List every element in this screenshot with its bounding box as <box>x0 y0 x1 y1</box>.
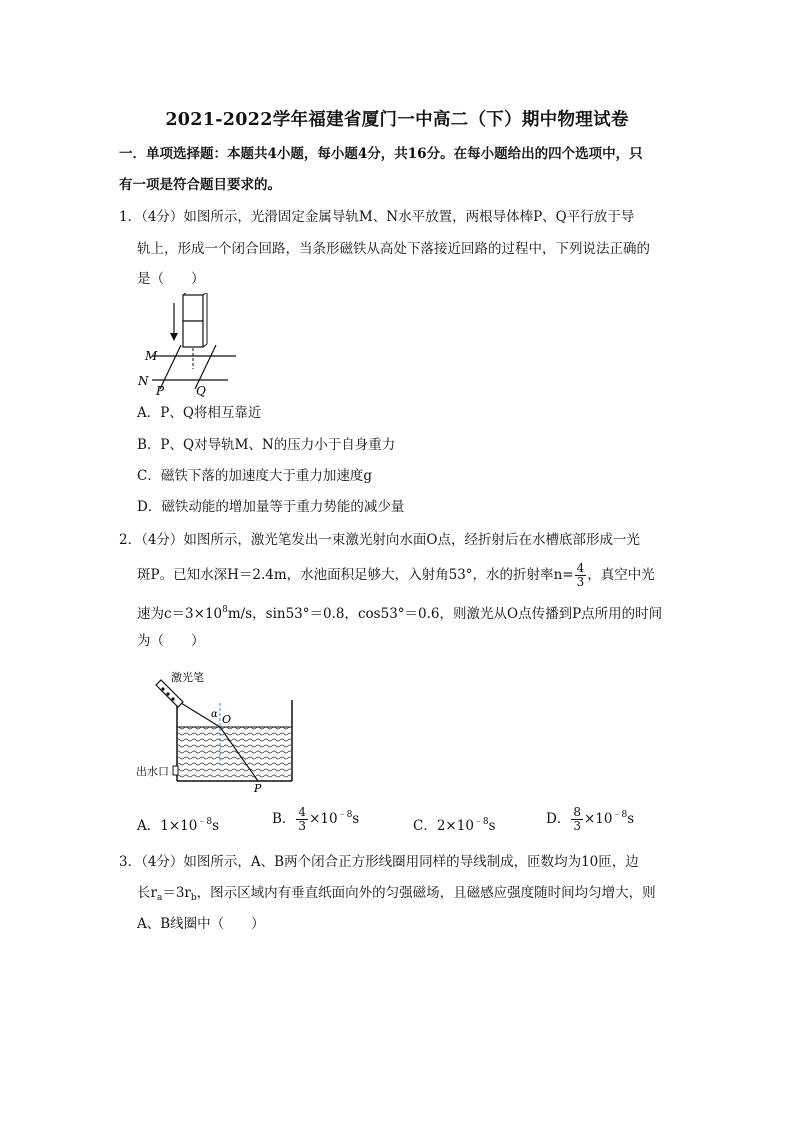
exam-title: 2021-2022学年福建省厦门一中高二（下）期中物理试卷 <box>165 110 629 130</box>
outlet-valve <box>173 766 178 775</box>
q2-opt-c-pre: C．2×10 <box>413 818 474 834</box>
q3-line1: 3．（4分）如图所示，A、B两个闭合正方形线圈用同样的导线制成，匝数均为10匝，边 <box>119 854 639 870</box>
q2-n-eq: n= <box>553 567 574 583</box>
q2-line4: 为（ ） <box>137 633 205 649</box>
label-n: N <box>138 374 149 388</box>
q3-line2-sub-b: b <box>190 893 197 903</box>
q2-opt-b-num: 4 <box>298 805 307 819</box>
label-o: O <box>222 713 232 726</box>
q1-option-c: C．磁铁下落的加速度大于重力加速度g <box>137 468 372 484</box>
q2-opt-b-unit: s <box>352 811 360 827</box>
label-alpha: α <box>211 709 218 720</box>
q2-opt-b-exp: ﹣8 <box>337 810 353 820</box>
q3-line3: A、B线圈中（ ） <box>137 916 265 932</box>
q3-line2-b: ＝3r <box>162 885 191 901</box>
q1-line1: 1．（4分）如图所示，光滑固定金属导轨M、N水平放置，两根导体棒P、Q平行放于导 <box>119 209 635 225</box>
q2-opt-b-fraction <box>296 806 308 833</box>
q2-opt-d-den: 3 <box>573 819 581 833</box>
bar-q <box>195 345 216 389</box>
q2-opt-a-exp: ﹣8 <box>197 817 213 827</box>
q3-line2-c: ，图示区域内有垂直纸面向外的匀强磁场，且磁感应强度随时间均匀增大，则 <box>196 885 656 901</box>
q3-line2-sub-a: a <box>156 893 163 903</box>
q3-line2 <box>137 884 656 907</box>
label-p: P <box>156 384 165 398</box>
label-outlet: 出水口 <box>136 765 169 778</box>
q1-option-d: D．磁铁动能的增加量等于重力势能的减少量 <box>137 499 405 515</box>
q1-option-b: B．P、Q对导轨M、N的压力小于自身重力 <box>137 437 396 453</box>
q2-option-b <box>272 806 359 833</box>
q1-figure-magnet-rails <box>138 293 248 398</box>
q2-line2-text-b: ，真空中光 <box>587 567 655 583</box>
q2-n-numerator: 4 <box>576 561 585 575</box>
laser-pen-icon <box>156 680 183 707</box>
q2-opt-d-fraction <box>571 806 583 833</box>
q2-option-d <box>546 806 634 833</box>
label-p: P <box>254 782 262 795</box>
q2-n-denominator: 3 <box>576 575 585 589</box>
label-q: Q <box>196 384 206 398</box>
q2-opt-b-den: 3 <box>298 819 307 833</box>
section-heading-line1: 一．单项选择题：本题共4小题，每小题4分，共16分。在每小题给出的四个选项中，只 <box>119 146 643 162</box>
q2-opt-c-unit: s <box>488 818 496 834</box>
q2-line2 <box>137 562 655 589</box>
q2-opt-a-pre: A．1×10 <box>137 818 198 834</box>
q2-opt-d-pre: D． <box>546 811 571 827</box>
q2-opt-c-exp: ﹣8 <box>473 817 489 827</box>
water-body <box>178 727 291 780</box>
q2-opt-b-pre: B． <box>272 811 296 827</box>
q1-option-a: A．P、Q将相互靠近 <box>137 405 262 421</box>
q2-opt-d-mid: ×10 <box>583 811 613 827</box>
q1-line3: 是（ ） <box>137 271 205 287</box>
magnet-top-half <box>183 295 203 321</box>
q2-opt-d-num: 8 <box>573 805 581 819</box>
q2-line3-text-a: 速为c＝3×10 <box>137 606 223 622</box>
q2-line2-text-a: 斑P。已知水深H＝2.4m，水池面积足够大，入射角53°，水的折射率 <box>137 567 554 583</box>
q3-line2-a: 长r <box>137 885 157 901</box>
q2-option-c <box>413 813 496 835</box>
q2-line3-sup: 8 <box>222 605 228 615</box>
q2-refractive-index-fraction <box>575 562 587 589</box>
q2-line3 <box>137 601 662 623</box>
q2-line1: 2．（4分）如图所示，激光笔发出一束激光射向水面O点，经折射后在水槽底部形成一光 <box>119 532 640 548</box>
label-m: M <box>145 349 158 363</box>
q2-opt-d-exp: ﹣8 <box>612 810 628 820</box>
q2-opt-a-unit: s <box>212 818 219 834</box>
q2-option-a <box>137 813 219 835</box>
q2-opt-b-mid: ×10 <box>309 811 338 827</box>
section-heading-line2: 有一项是符合题目要求的。 <box>119 177 281 193</box>
down-arrow-icon <box>170 303 178 341</box>
bar-p <box>160 345 181 389</box>
label-laser-pen: 激光笔 <box>171 671 204 684</box>
q1-line2: 轨上，形成一个闭合回路，当条形磁铁从高处下落接近回路的过程中，下列说法正确的 <box>137 241 650 257</box>
magnet-bottom-half <box>183 321 203 347</box>
q2-figure-laser-tank <box>136 665 301 795</box>
q2-opt-d-unit: s <box>627 811 635 827</box>
q2-line3-text-b: m/s，sin53°＝0.8，cos53°＝0.6，则激光从O点传播到P点所用的时间 <box>227 606 663 622</box>
